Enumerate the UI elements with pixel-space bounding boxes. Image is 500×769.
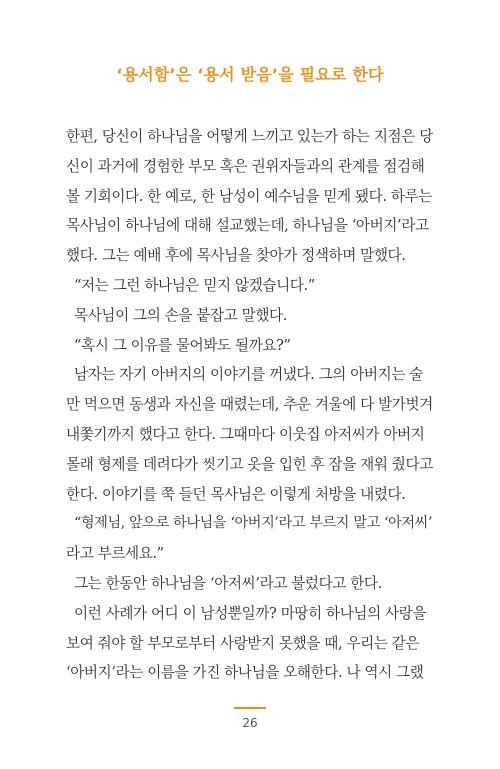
text-line: 목사님이 하나님에 대해 설교했는데, 하나님을 ‘아버지’라고 [66, 217, 429, 235]
text-line: “형제님, 앞으로 하나님을 ‘아버지’라고 부르지 말고 ‘아저씨’ [74, 515, 433, 532]
text-line: 한다. 이야기를 쭉 들던 목사님은 이렇게 처방을 내렸다. [66, 485, 406, 503]
text-line: 목사님이 그의 손을 붙잡고 말했다. [74, 306, 287, 324]
text-line: 라고 부르세요.” [66, 545, 164, 563]
text-line: “혹시 그 이유를 물어봐도 될까요?” [74, 336, 291, 354]
text-line: 보여 줘야 할 부모로부터 사랑받지 못했을 때, 우리는 같은 [66, 634, 420, 652]
text-line: 내쫓기까지 했다고 한다. 그때마다 이웃집 아저씨가 아버지 [66, 425, 425, 443]
text-line: 볼 기회이다. 한 예로, 한 남성이 예수님을 믿게 됐다. 하루는 [66, 187, 432, 205]
page-number-rule [234, 707, 266, 709]
text-line: ‘아버지’라는 이름을 가진 하나님을 오해한다. 나 역시 그랬 [66, 664, 424, 682]
text-line: 한편, 당신이 하나님을 어떻게 느끼고 있는가 하는 지점은 당 [66, 128, 433, 145]
paragraph [66, 122, 434, 688]
text-line: 했다. 그는 예배 후에 목사님을 찾아가 정색하며 말했다. [66, 247, 406, 265]
page-number: 26 [242, 716, 258, 730]
text-line: 그는 한동안 하나님을 ‘아저씨’라고 불렀다고 한다. [74, 574, 382, 592]
text-line: 만 먹으면 동생과 자신을 때렸는데, 추운 겨울에 다 발가벗겨 [66, 396, 433, 414]
section-heading: ‘용서함’은 ‘용서 받음’을 필요로 한다 [116, 65, 384, 84]
body-text [66, 122, 434, 688]
text-line: 몰래 형제를 데려다가 씻기고 옷을 입힌 후 잠을 재워 줬다고 [66, 455, 433, 473]
text-line: 이런 사례가 어디 이 남성뿐일까? 마땅히 하나님의 사랑을 [74, 604, 427, 622]
text-line: 신이 과거에 경험한 부모 혹은 권위자들과의 관계를 점검해 [66, 157, 425, 175]
text-line: 남자는 자기 아버지의 이야기를 꺼냈다. 그의 아버지는 술 [74, 366, 423, 384]
text-line: “저는 그런 하나님은 믿지 않겠습니다.” [74, 276, 315, 294]
